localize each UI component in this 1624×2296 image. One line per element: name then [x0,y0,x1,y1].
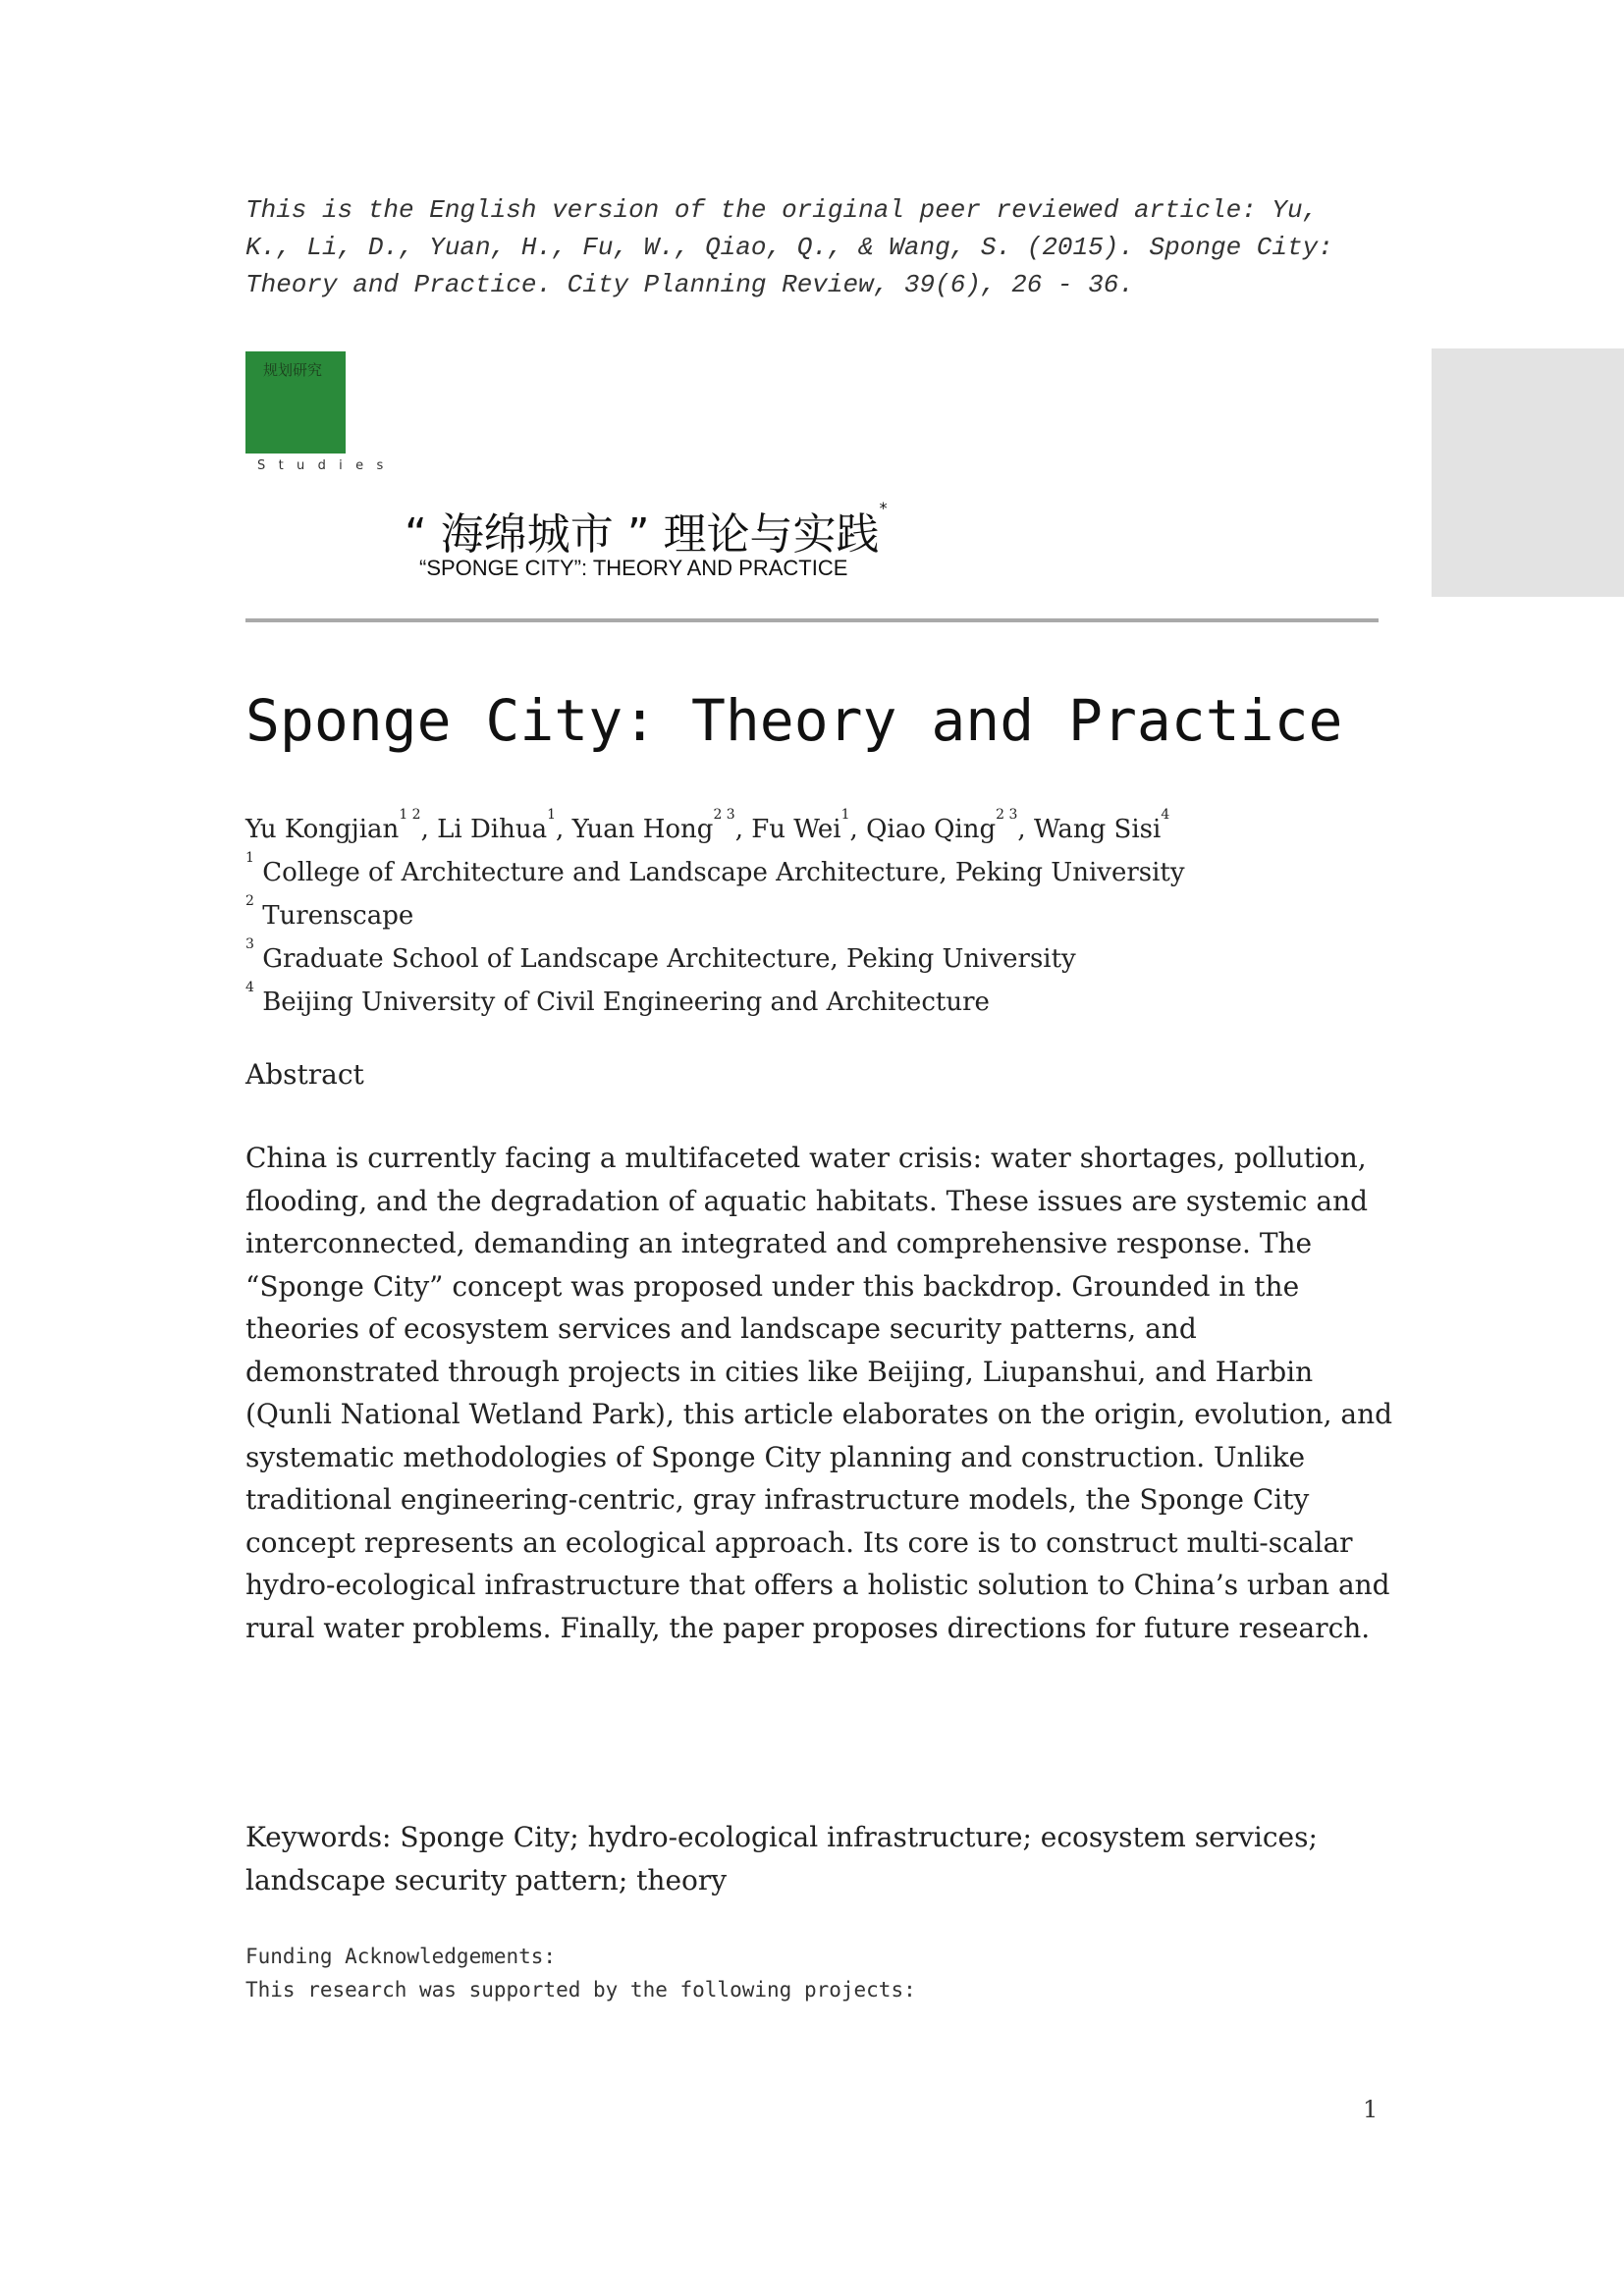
paper-title: Sponge City: Theory and Practice [245,687,1343,754]
author: Fu Wei$^1$, [751,807,867,844]
author: Yu Kongjian$^{1 2}$, [245,807,438,844]
affiliation-3: $^3$ Graduate School of Landscape Architecture, Peking University [245,936,1076,974]
author: Qiao Qing$^{2 3}$, [866,807,1034,844]
abstract-heading: Abstract [245,1058,364,1091]
logo-label-cn: 规划研究 [263,361,323,379]
title-footnote-mark: * [879,499,888,517]
affiliation-2: $^2$ Turenscape [245,893,414,931]
funding-text: This research was supported by the following projects: [245,1978,916,2002]
chinese-title-text: “ 海绵城市 ” 理论与实践 [405,509,880,560]
abstract-text: China is currently facing a multifaceted water crisis: water shortages, pollution, flooding, and the degradation of aquatic habitats. These issues are systemic and interconnected, demanding an integrated and comprehensive response. The “Sponge City” concept was proposed under this backdrop. Grounded in the theories of ecosystem services and landscape security patterns, and demonstrated through projects in cities like Beijing, Liupanshui, and Harbin (Qunli National Wetland Park), this article elaborates on the origin, evolution, and systematic methodologies of Sponge City planning and construction. Unlike traditional engineering-centric, gray infrastructure models, the Sponge City concept represents an ecological approach. Its core is to construct multi-scalar hydro-ecological infrastructure that offers a holistic solution to China’s urban and rural water problems. Finally, the paper proposes directions for future research. [245,1142,1393,1644]
affiliation-1: $^1$ College of Architecture and Landscape Architecture, Peking University [245,850,1185,887]
english-subtitle: “SPONGE CITY”: THEORY AND PRACTICE [419,556,848,580]
keywords: Keywords: Sponge City; hydro-ecological infrastructure; ecosystem services; landscape security pattern; theory [245,1821,1318,1896]
page-side-tab [1432,348,1624,597]
funding-section [245,1940,1375,2006]
publication-note: This is the English version of the original peer reviewed article: Yu, K., Li, D., Yuan, H., Fu, W., Qiao, Q., & Wang, S. (2015). Sponge City: Theory and Practice. City Planning Review, 39(6), 26 - 36. [245,195,1333,299]
author: Li Dihua$^1$, [437,807,572,844]
chinese-title [405,499,888,561]
page-number: 1 [1363,2096,1379,2123]
header-divider [245,618,1379,622]
author-list [245,808,1375,851]
author: Wang Sisi$^4$ [1033,807,1170,844]
author-block [245,808,1375,1024]
funding-heading: Funding Acknowledgements: [245,1945,557,1968]
affiliation-4: $^4$ Beijing University of Civil Engineering and Architecture [245,980,990,1017]
logo-label-studies: S t u d i e s [257,458,388,473]
author: Yuan Hong$^{2 3}$, [571,807,752,844]
